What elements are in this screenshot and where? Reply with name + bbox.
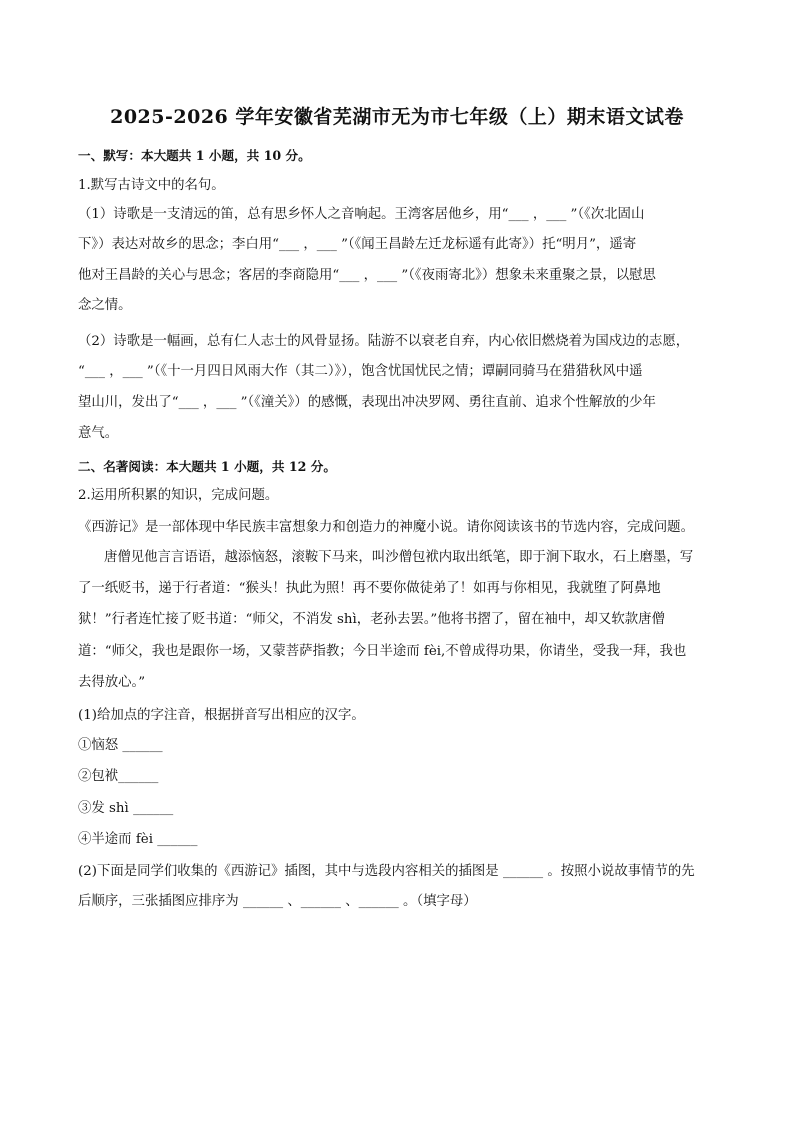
q1-part1-line: 他对王昌龄的关心与思念；客居的李商隐用“___ ，___ ”（《夜雨寄北》）想象未来重聚之景，以慰思 [78,268,656,283]
passage-line: 道：“师父，我也是跟你一场，又蒙菩萨指教；今日半途而 fèi,不曾成得功果，你请坐，受我一拜，我也 [78,644,687,659]
section-2-label: 二、名著阅读： [78,459,167,474]
section-heading-2 [78,457,728,477]
passage-line: 去得放心。” [78,675,146,690]
section-heading-1 [78,146,728,166]
q1-part2-line: “___ ，___ ”（《十一月四日风雨大作（其二）》），饱含忧国忧民之情；谭嗣同骑马在猎猎秋风中遥 [78,364,643,379]
answer-item: ④半途而 fèi ______ [78,832,198,847]
passage-line: 了一纸贬书，递于行者道：“猴头！执此为照！再不要你做徒弟了！如再与你相见，我就堕了阿鼻地 [78,581,661,596]
answer-item: ③发 shì ______ [78,801,174,816]
question-1-stem: 1.默写古诗文中的名句。 [78,178,225,193]
section-1-label: 一、默写： [78,148,141,163]
answer-item: ①恼怒 ______ [78,738,163,753]
section-2-note: 本大题共 1 小题，共 12 分。 [166,459,336,474]
sub-question-2-line: (2)下面是同学们收集的《西游记》插图，其中与选段内容相关的插图是 ______ 。按照小说故事情节的先 [78,864,695,879]
question-2-stem: 2.运用所积累的知识，完成问题。 [78,488,279,503]
answer-item: ②包袱______ [78,769,159,784]
exam-title: 2025-2026 学年安徽省芜湖市无为市七年级（上）期末语文试卷 [110,106,684,128]
q1-part2-line: 意气。 [78,426,119,441]
passage-line: 狱！”行者连忙接了贬书道：“师父，不消发 shì，老孙去罢。”他将书摺了，留在袖中，却又软款唐僧 [78,612,665,627]
q1-part1-line: 念之情。 [78,298,132,313]
q2-intro: 《西游记》是一部体现中华民族丰富想象力和创造力的神魔小说。请你阅读该书的节选内容，完成问题。 [78,520,694,535]
q1-part1-line: （1）诗歌是一支清远的笛，总有思乡怀人之音响起。王湾客居他乡，用“___ ，___ ”（《次北固山 [78,207,645,222]
passage-line: 唐僧见他言言语语，越添恼怒，滚鞍下马来，叫沙僧包袱内取出纸笔，即于涧下取水，石上磨墨，写 [104,550,694,565]
q1-part2-line: 望山川，发出了“___ ，___ ”（《潼关》）的感慨，表现出冲决罗网、勇往直前、追求个性解放的少年 [78,395,656,410]
sub-question-1: (1)给加点的字注音，根据拼音写出相应的汉字。 [78,708,365,723]
q1-part2-line: （2）诗歌是一幅画，总有仁人志士的风骨显扬。陆游不以衰老自弃，内心依旧燃烧着为国戍边的志愿， [78,334,690,349]
q1-part1-line: 下》）表达对故乡的思念；李白用“___ ，___ ”（《闻王昌龄左迁龙标遥有此寄》）托“明月”，遥寄 [78,237,637,252]
sub-question-2-line: 后顺序，三张插图应排序为 ______ 、______ 、______ 。（填字母） [78,894,477,909]
section-1-note: 本大题共 1 小题，共 10 分。 [140,148,311,163]
